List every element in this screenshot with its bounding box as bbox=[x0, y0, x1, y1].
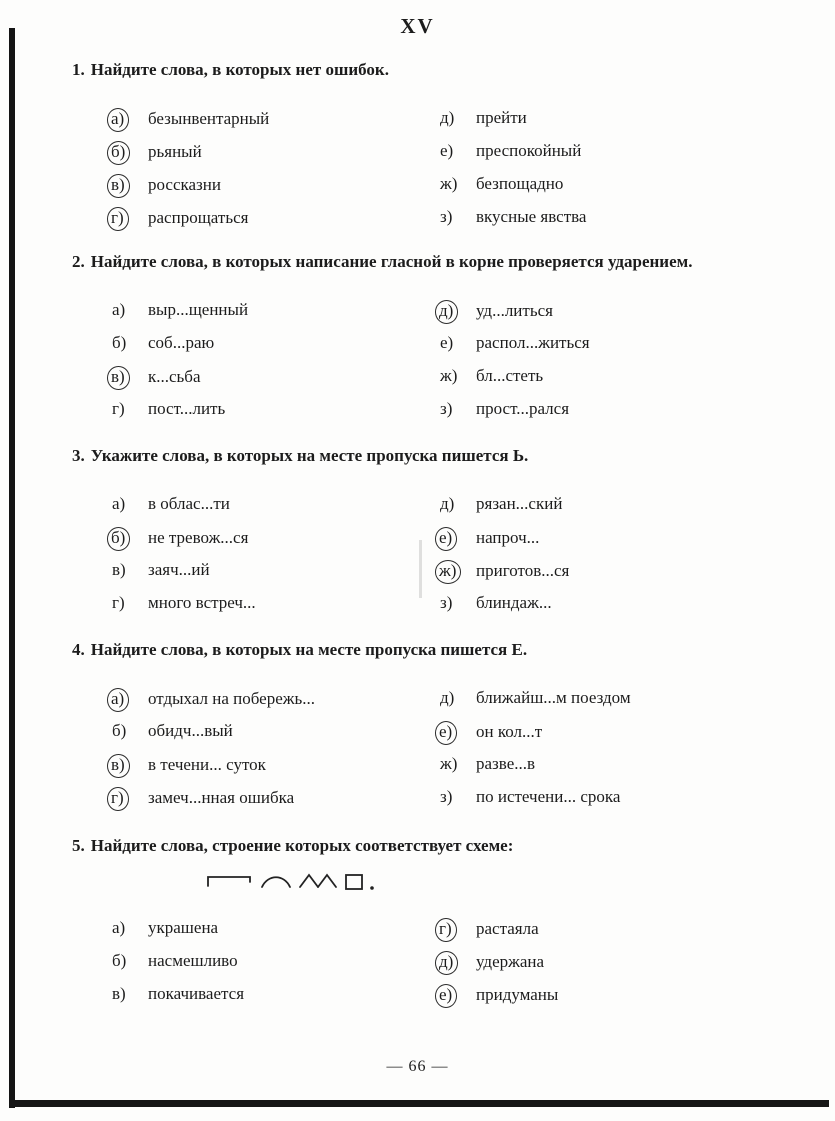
option-text: прост...рался bbox=[476, 399, 570, 418]
option-text: вкусные явства bbox=[476, 207, 587, 226]
option-letter: е) bbox=[440, 141, 454, 160]
options bbox=[72, 688, 784, 820]
option-4d bbox=[440, 688, 784, 721]
question-text: Найдите слова, в которых на месте пропуска пишется Е. bbox=[90, 640, 528, 659]
period-dot bbox=[370, 886, 374, 890]
option-4e bbox=[440, 721, 784, 754]
option-letter: б) bbox=[107, 527, 130, 551]
option-letter: б) bbox=[112, 951, 127, 970]
root-symbol bbox=[262, 877, 290, 887]
question-text: Укажите слова, в которых на месте пропуска пишется Ь. bbox=[90, 446, 529, 465]
option-text: рязан...ский bbox=[476, 494, 563, 513]
option-letter: а) bbox=[112, 494, 126, 513]
option-text: соб...раю bbox=[148, 333, 215, 352]
option-5b bbox=[112, 951, 440, 984]
option-text: рьяный bbox=[148, 142, 202, 161]
option-2b bbox=[112, 333, 440, 366]
option-letter: е) bbox=[440, 333, 454, 352]
option-letter: ж) bbox=[440, 174, 458, 193]
option-text: не тревож...ся bbox=[148, 528, 249, 547]
option-text: покачивается bbox=[148, 984, 245, 1003]
option-text: напроч... bbox=[476, 528, 540, 547]
options bbox=[72, 108, 784, 240]
morpheme-scheme-icon bbox=[204, 870, 388, 900]
option-text: распол...житься bbox=[476, 333, 590, 352]
options-right bbox=[440, 108, 784, 240]
option-letter: г) bbox=[435, 918, 457, 942]
options-left bbox=[72, 918, 440, 1017]
option-text: приготов...ся bbox=[476, 561, 570, 580]
option-text: пост...лить bbox=[148, 399, 226, 418]
option-letter: д) bbox=[435, 300, 458, 324]
option-2g bbox=[112, 399, 440, 432]
option-text: отдыхал на побережь... bbox=[148, 689, 316, 708]
option-text: к...сьба bbox=[148, 367, 201, 386]
option-2v bbox=[112, 366, 440, 399]
option-text: блиндаж... bbox=[476, 593, 552, 612]
options-right bbox=[440, 688, 784, 820]
option-text: россказни bbox=[148, 175, 221, 194]
option-text: уд...литься bbox=[476, 301, 553, 320]
option-letter: д) bbox=[440, 494, 455, 513]
option-text: в течени... суток bbox=[148, 755, 266, 774]
morpheme-scheme-diagram bbox=[204, 868, 784, 902]
options-left bbox=[72, 108, 440, 240]
option-letter: з) bbox=[440, 787, 453, 806]
option-letter: е) bbox=[435, 984, 457, 1008]
options-left bbox=[72, 688, 440, 820]
option-5d bbox=[440, 951, 784, 984]
option-letter: а) bbox=[112, 300, 126, 319]
option-text: много встреч... bbox=[148, 593, 256, 612]
question-text: Найдите слова, в которых нет ошибок. bbox=[90, 60, 389, 79]
question-number: 5. bbox=[72, 836, 85, 855]
option-text: преспокойный bbox=[476, 141, 582, 160]
question-number: 3. bbox=[72, 446, 85, 465]
option-letter: з) bbox=[440, 399, 453, 418]
scan-edge-left bbox=[9, 28, 15, 1108]
option-2a bbox=[112, 300, 440, 333]
option-letter: в) bbox=[107, 754, 130, 778]
option-4g bbox=[112, 787, 440, 820]
option-text: по истечени... срока bbox=[476, 787, 621, 806]
option-1a bbox=[112, 108, 440, 141]
question-stem bbox=[72, 446, 784, 466]
option-text: выр...щенный bbox=[148, 300, 249, 319]
option-1z bbox=[440, 207, 784, 240]
options bbox=[72, 494, 784, 626]
question-stem bbox=[72, 640, 784, 660]
option-letter: б) bbox=[112, 721, 127, 740]
option-letter: б) bbox=[107, 141, 130, 165]
question-number: 2. bbox=[72, 252, 85, 271]
option-text: безынвентарный bbox=[148, 109, 270, 128]
options-left bbox=[72, 300, 440, 432]
option-text: заяч...ий bbox=[148, 560, 210, 579]
option-text: бл...стеть bbox=[476, 366, 544, 385]
option-1b bbox=[112, 141, 440, 174]
option-letter: а) bbox=[107, 688, 129, 712]
option-5a bbox=[112, 918, 440, 951]
option-letter: д) bbox=[435, 951, 458, 975]
ending-symbol bbox=[346, 875, 362, 889]
option-text: придуманы bbox=[476, 985, 559, 1004]
option-letter: ж) bbox=[435, 560, 461, 584]
option-text: украшена bbox=[148, 918, 219, 937]
question-1 bbox=[72, 60, 784, 240]
option-text: обидч...вый bbox=[148, 721, 233, 740]
option-1v bbox=[112, 174, 440, 207]
option-5v bbox=[112, 984, 440, 1017]
options-right bbox=[440, 300, 784, 432]
option-text: удержана bbox=[476, 952, 545, 971]
option-3z bbox=[440, 593, 784, 626]
option-letter: в) bbox=[107, 366, 130, 390]
question-3 bbox=[72, 446, 784, 626]
option-letter: г) bbox=[112, 399, 125, 418]
question-number: 4. bbox=[72, 640, 85, 659]
option-letter: з) bbox=[440, 207, 453, 226]
option-3a bbox=[112, 494, 440, 527]
question-text: Найдите слова, строение которых соответствует схеме: bbox=[90, 836, 514, 855]
option-1d bbox=[440, 108, 784, 141]
question-5 bbox=[72, 836, 784, 1017]
chapter-title: XV bbox=[400, 14, 435, 38]
option-3e bbox=[440, 527, 784, 560]
option-letter: в) bbox=[112, 984, 126, 1003]
scan-edge-bottom bbox=[9, 1100, 829, 1107]
option-3zh bbox=[440, 560, 784, 593]
option-text: безпощадно bbox=[476, 174, 564, 193]
option-4a bbox=[112, 688, 440, 721]
page-number: — 66 — bbox=[386, 1058, 449, 1075]
options-right bbox=[440, 494, 784, 626]
options-right bbox=[440, 918, 784, 1017]
option-letter: д) bbox=[440, 108, 455, 127]
option-letter: в) bbox=[107, 174, 130, 198]
option-text: он кол...т bbox=[476, 722, 543, 741]
question-stem bbox=[72, 60, 784, 80]
option-3b bbox=[112, 527, 440, 560]
options-left bbox=[72, 494, 440, 626]
option-3d bbox=[440, 494, 784, 527]
option-letter: г) bbox=[107, 207, 129, 231]
question-stem bbox=[72, 836, 784, 856]
option-text: растаяла bbox=[476, 919, 539, 938]
option-4zh bbox=[440, 754, 784, 787]
option-4z bbox=[440, 787, 784, 820]
option-letter: е) bbox=[435, 721, 457, 745]
option-text: прейти bbox=[476, 108, 527, 127]
option-text: насмешливо bbox=[148, 951, 238, 970]
question-number: 1. bbox=[72, 60, 85, 79]
option-1g bbox=[112, 207, 440, 240]
option-letter: г) bbox=[112, 593, 125, 612]
option-letter: б) bbox=[112, 333, 127, 352]
option-1zh bbox=[440, 174, 784, 207]
options bbox=[72, 918, 784, 1017]
option-letter: а) bbox=[112, 918, 126, 937]
option-5e bbox=[440, 984, 784, 1017]
option-2e bbox=[440, 333, 784, 366]
prefix-symbol bbox=[208, 877, 250, 886]
option-text: замеч...нная ошибка bbox=[148, 788, 295, 807]
option-3v bbox=[112, 560, 440, 593]
option-letter: в) bbox=[112, 560, 126, 579]
question-stem bbox=[72, 252, 784, 272]
suffix-symbol bbox=[300, 875, 318, 887]
option-letter: ж) bbox=[440, 366, 458, 385]
option-1e bbox=[440, 141, 784, 174]
question-4 bbox=[72, 640, 784, 820]
option-3g bbox=[112, 593, 440, 626]
option-2d bbox=[440, 300, 784, 333]
option-text: ближайш...м поездом bbox=[476, 688, 631, 707]
option-letter: ж) bbox=[440, 754, 458, 773]
option-text: в облас...ти bbox=[148, 494, 230, 513]
question-text: Найдите слова, в которых написание гласной в корне проверяется ударением. bbox=[90, 252, 693, 271]
option-letter: е) bbox=[435, 527, 457, 551]
option-2z bbox=[440, 399, 784, 432]
option-letter: з) bbox=[440, 593, 453, 612]
option-4v bbox=[112, 754, 440, 787]
option-text: распрощаться bbox=[148, 208, 249, 227]
suffix-symbol bbox=[318, 875, 336, 887]
option-letter: д) bbox=[440, 688, 455, 707]
options bbox=[72, 300, 784, 432]
option-2zh bbox=[440, 366, 784, 399]
option-letter: а) bbox=[107, 108, 129, 132]
option-5g bbox=[440, 918, 784, 951]
question-2 bbox=[72, 252, 784, 432]
option-letter: г) bbox=[107, 787, 129, 811]
option-4b bbox=[112, 721, 440, 754]
option-text: разве...в bbox=[476, 754, 536, 773]
